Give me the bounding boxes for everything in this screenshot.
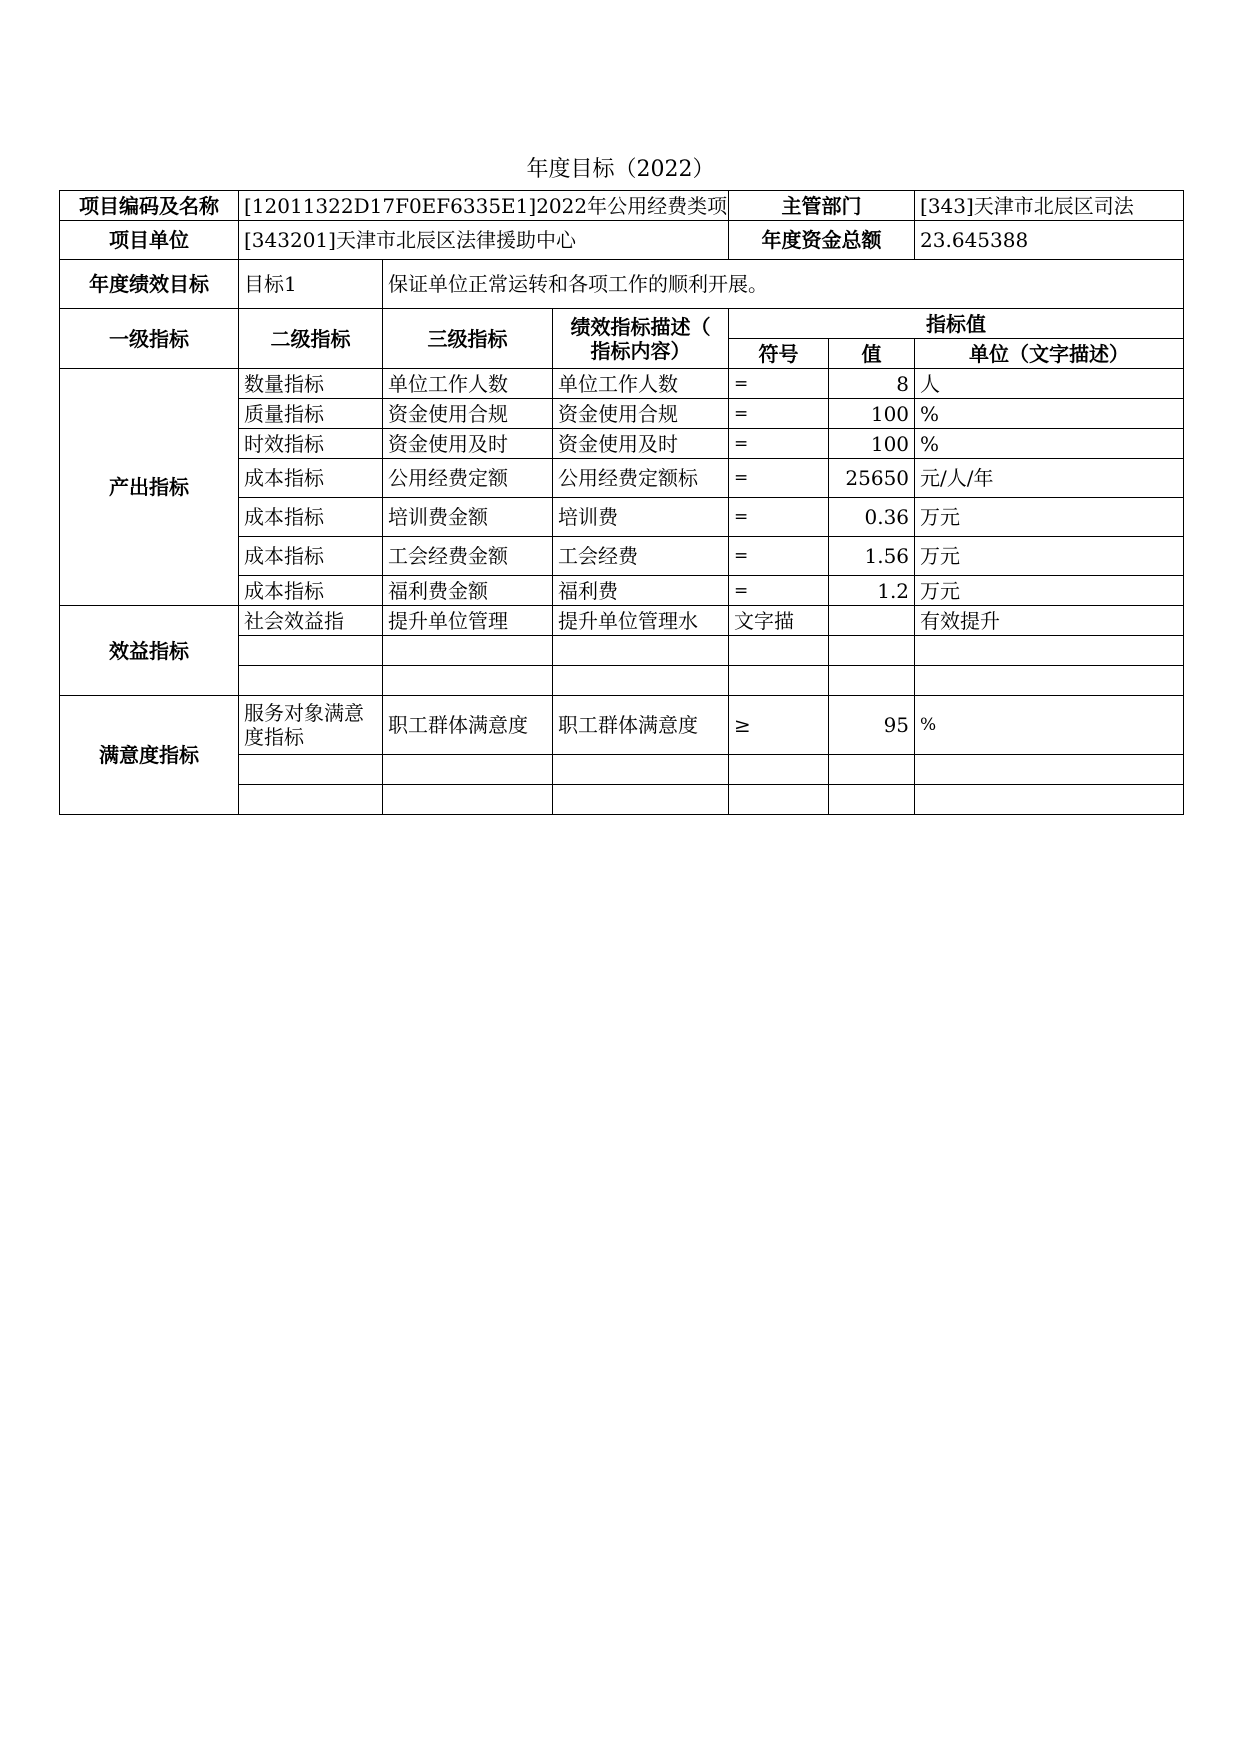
col-desc-line2: 指标内容）	[590, 338, 691, 363]
cell-value: 0.36	[829, 498, 915, 537]
table-row	[60, 606, 1184, 636]
cell-l3: 福利费金额	[383, 576, 553, 606]
cell-empty	[729, 755, 829, 785]
cell-l2: 成本指标	[239, 459, 383, 498]
cell-empty	[829, 755, 915, 785]
cell-desc: 职工群体满意度	[553, 696, 729, 755]
col-level1: 一级指标	[60, 309, 239, 369]
col-value-group: 指标值	[729, 309, 1184, 339]
cell-symbol: ≥	[729, 696, 829, 755]
cell-empty	[553, 666, 729, 696]
cell-value: 100	[829, 429, 915, 459]
cell-empty	[383, 636, 553, 666]
cell-unit: %	[915, 429, 1184, 459]
cell-symbol: =	[729, 429, 829, 459]
cell-symbol: 文字描	[729, 606, 829, 636]
cell-value: 95	[829, 696, 915, 755]
cell-empty	[383, 666, 553, 696]
cell-value	[829, 606, 915, 636]
cell-l2: 成本指标	[239, 576, 383, 606]
cell-desc: 工会经费	[553, 537, 729, 576]
cell-l2: 服务对象满意度指标	[239, 696, 383, 755]
cell-l3: 工会经费金额	[383, 537, 553, 576]
cell-symbol: =	[729, 399, 829, 429]
cell-empty	[383, 755, 553, 785]
col-value: 值	[829, 339, 915, 369]
col-desc	[553, 309, 729, 369]
col-desc-line1: 绩效指标描述（	[570, 314, 711, 339]
cell-l2: 质量指标	[239, 399, 383, 429]
cell-l2: 数量指标	[239, 369, 383, 399]
cell-unit: 元/人/年	[915, 459, 1184, 498]
table-row	[60, 696, 1184, 755]
cell-empty	[553, 755, 729, 785]
cell-unit: 万元	[915, 576, 1184, 606]
cell-empty	[915, 666, 1184, 696]
cell-empty	[239, 755, 383, 785]
cell-value: 100	[829, 399, 915, 429]
cell-l3: 公用经费定额	[383, 459, 553, 498]
project-value: [12011322D17F0EF6335E1]2022年公用经费类项	[239, 191, 729, 221]
cell-unit: %	[915, 399, 1184, 429]
cell-value: 1.56	[829, 537, 915, 576]
cell-empty	[383, 785, 553, 815]
goal-name: 目标1	[239, 260, 383, 309]
cell-l3: 培训费金额	[383, 498, 553, 537]
cell-unit: 万元	[915, 537, 1184, 576]
cell-l2: 成本指标	[239, 537, 383, 576]
page-title: 年度目标（2022）	[526, 157, 715, 182]
cell-l3: 资金使用合规	[383, 399, 553, 429]
cell-unit: 万元	[915, 498, 1184, 537]
cell-empty	[829, 785, 915, 815]
cell-empty	[829, 636, 915, 666]
cell-unit: 有效提升	[915, 606, 1184, 636]
col-symbol: 符号	[729, 339, 829, 369]
cell-value: 8	[829, 369, 915, 399]
unit-row	[60, 221, 1184, 260]
goal-row	[60, 260, 1184, 309]
unit-value: [343201]天津市北辰区法律援助中心	[239, 221, 729, 260]
cell-empty	[915, 636, 1184, 666]
cell-desc: 资金使用及时	[553, 429, 729, 459]
cell-l2: 时效指标	[239, 429, 383, 459]
cell-desc: 资金使用合规	[553, 399, 729, 429]
cell-empty	[829, 666, 915, 696]
dept-label: 主管部门	[729, 191, 915, 221]
goal-text: 保证单位正常运转和各项工作的顺利开展。	[383, 260, 1184, 309]
cell-l3: 提升单位管理	[383, 606, 553, 636]
cell-desc: 培训费	[553, 498, 729, 537]
cell-l3: 资金使用及时	[383, 429, 553, 459]
cell-desc: 福利费	[553, 576, 729, 606]
cell-empty	[553, 636, 729, 666]
table-row	[60, 369, 1184, 399]
cell-empty	[553, 785, 729, 815]
performance-table	[59, 190, 1184, 815]
cell-symbol: =	[729, 369, 829, 399]
column-header-row	[60, 309, 1184, 339]
fund-value: 23.645388	[915, 221, 1184, 260]
section-satisfaction: 满意度指标	[60, 696, 239, 815]
cell-empty	[915, 785, 1184, 815]
goal-label: 年度绩效目标	[60, 260, 239, 309]
cell-desc: 公用经费定额标	[553, 459, 729, 498]
fund-label: 年度资金总额	[729, 221, 915, 260]
cell-empty	[239, 636, 383, 666]
cell-l3: 职工群体满意度	[383, 696, 553, 755]
col-level3: 三级指标	[383, 309, 553, 369]
col-level2: 二级指标	[239, 309, 383, 369]
cell-unit: %	[915, 696, 1184, 755]
project-row	[60, 191, 1184, 221]
cell-l3: 单位工作人数	[383, 369, 553, 399]
cell-symbol: =	[729, 537, 829, 576]
cell-symbol: =	[729, 498, 829, 537]
cell-empty	[915, 755, 1184, 785]
unit-label: 项目单位	[60, 221, 239, 260]
dept-value: [343]天津市北辰区司法	[915, 191, 1184, 221]
cell-value: 1.2	[829, 576, 915, 606]
cell-empty	[729, 785, 829, 815]
project-label: 项目编码及名称	[60, 191, 239, 221]
cell-empty	[239, 666, 383, 696]
cell-value: 25650	[829, 459, 915, 498]
col-unit: 单位（文字描述）	[915, 339, 1184, 369]
section-benefit: 效益指标	[60, 606, 239, 696]
cell-desc: 单位工作人数	[553, 369, 729, 399]
cell-empty	[729, 666, 829, 696]
cell-symbol: =	[729, 459, 829, 498]
cell-l2: 成本指标	[239, 498, 383, 537]
cell-symbol: =	[729, 576, 829, 606]
section-output: 产出指标	[60, 369, 239, 606]
cell-empty	[239, 785, 383, 815]
cell-l2: 社会效益指	[239, 606, 383, 636]
cell-unit: 人	[915, 369, 1184, 399]
cell-empty	[729, 636, 829, 666]
cell-desc: 提升单位管理水	[553, 606, 729, 636]
